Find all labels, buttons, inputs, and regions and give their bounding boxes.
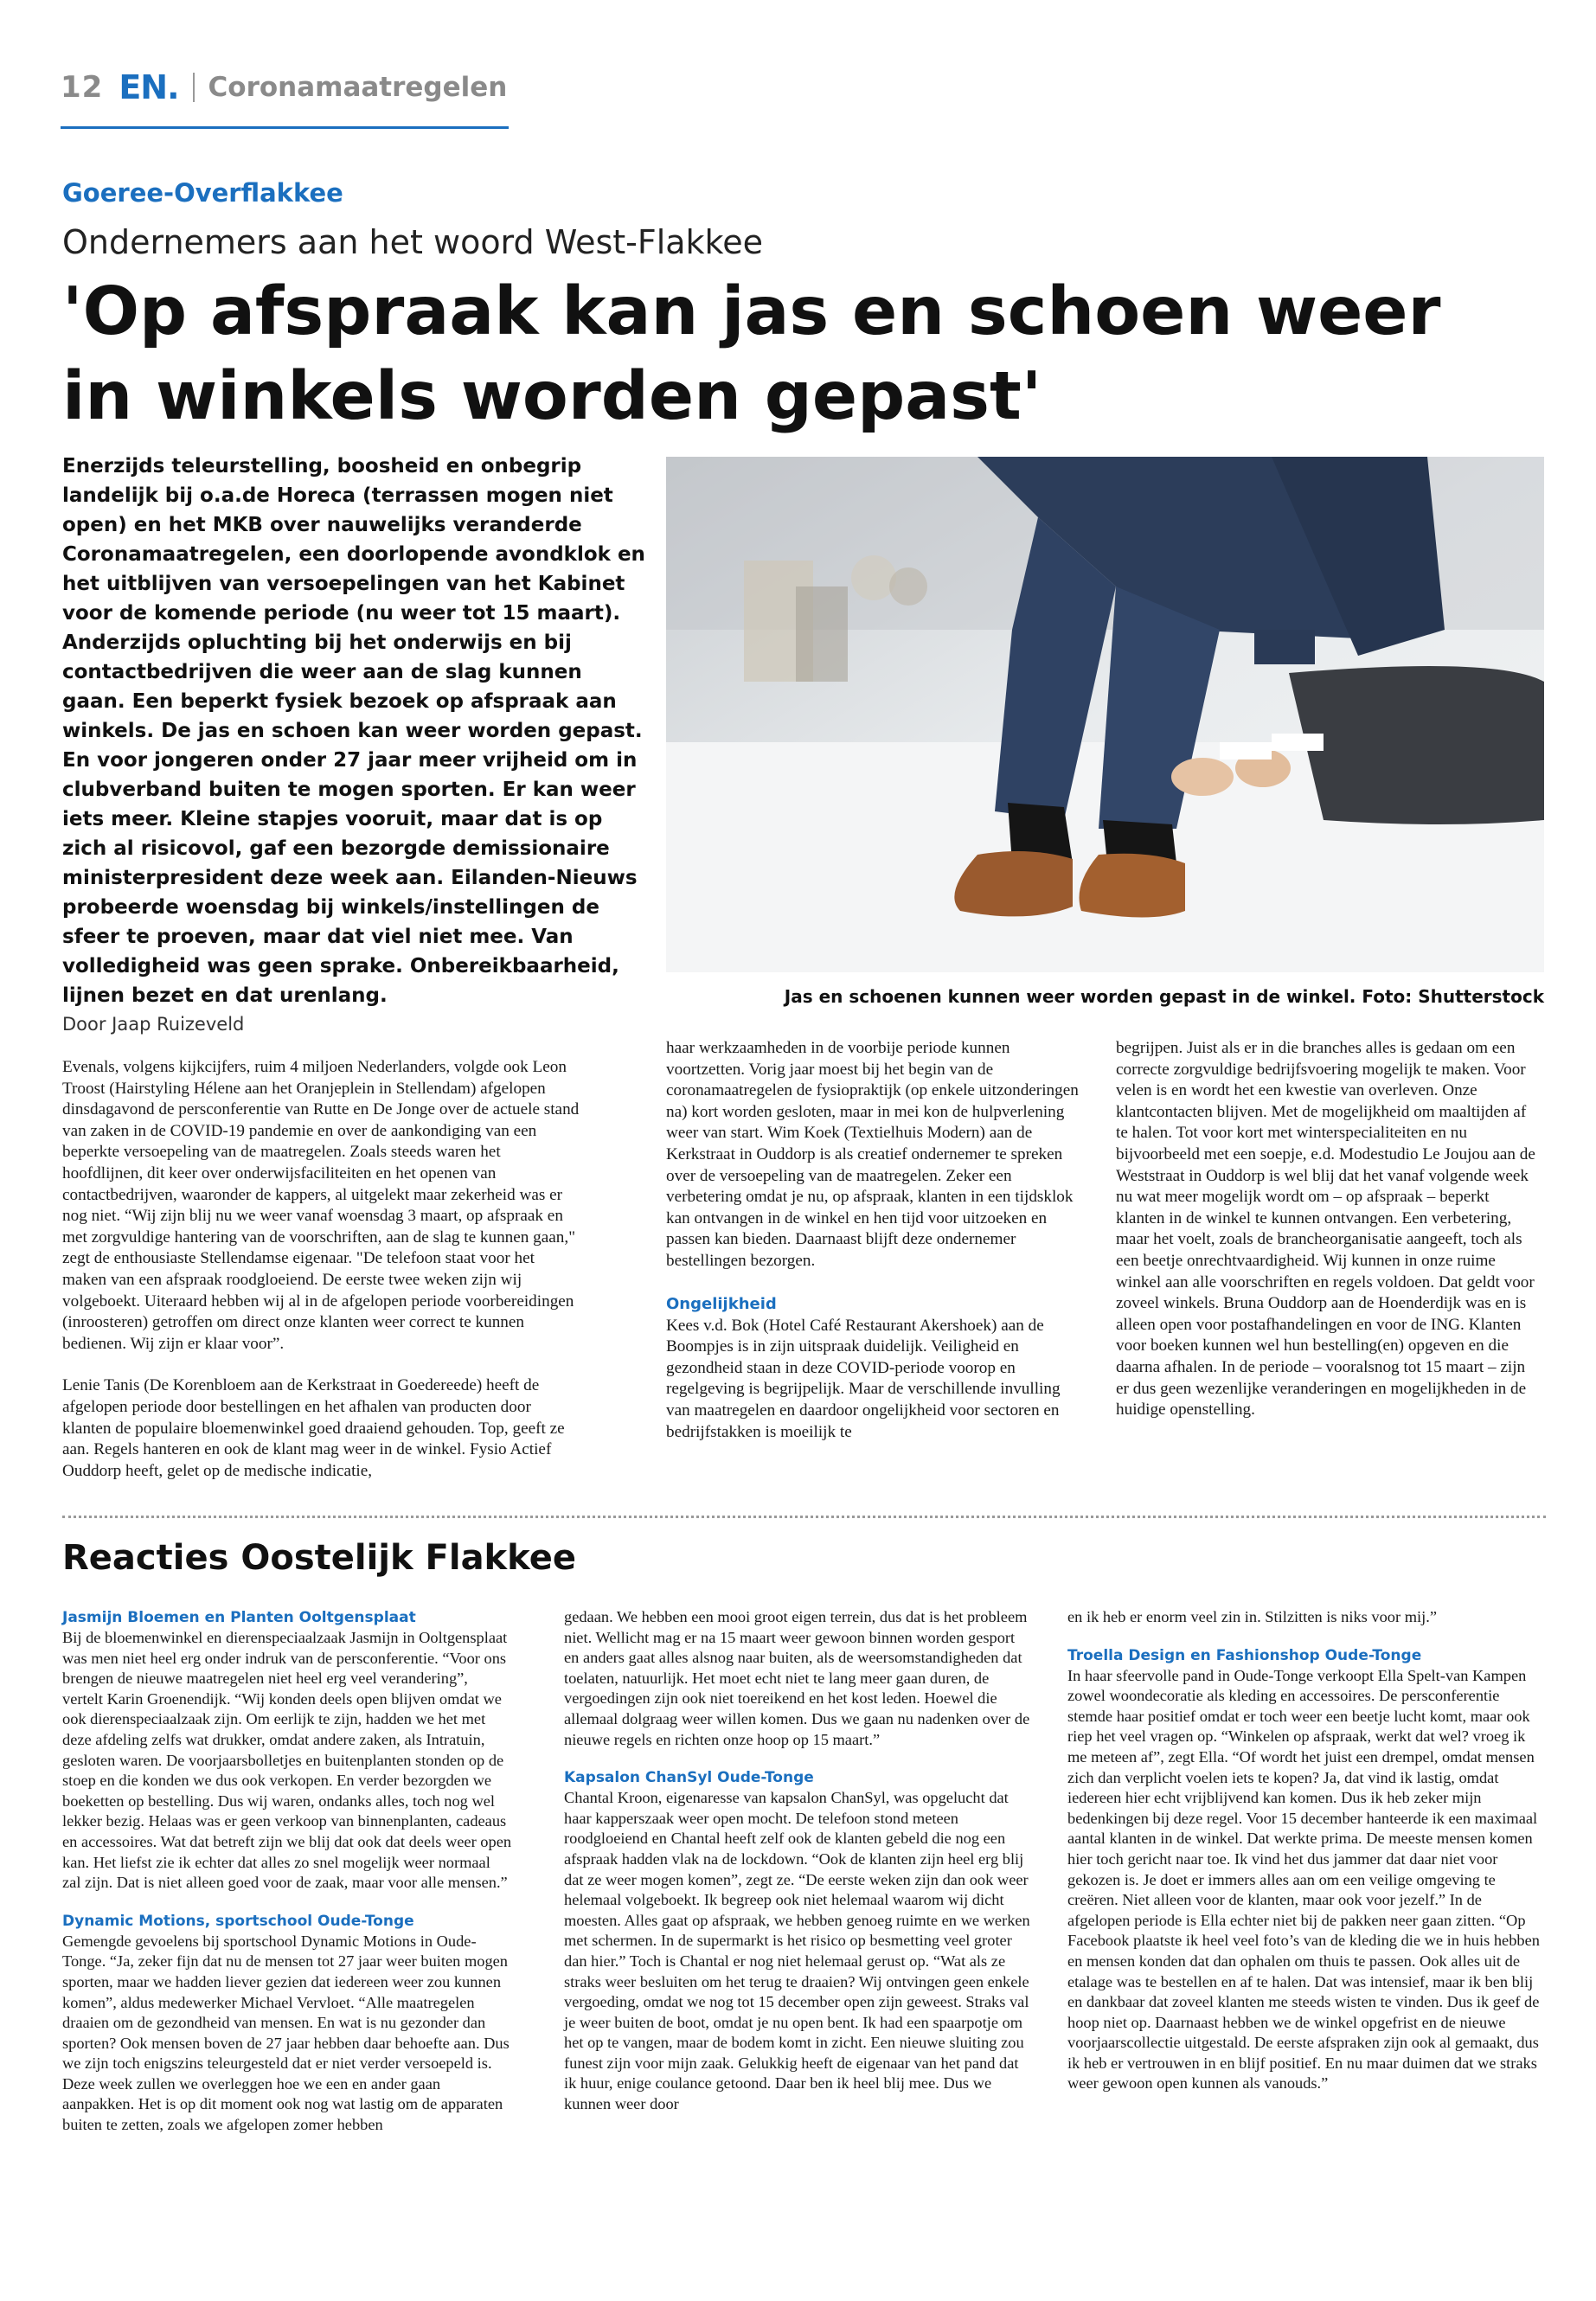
paragraph: Lenie Tanis (De Korenbloem aan de Kerkstraat in Goedereede) heeft de afgelopen periode door bestellingen en het afhalen van producten door klanten de populaire bloemenwinkel goed draaiend gehouden. Top, geeft ze aan. Regels hanteren en ook de klant mag weer in de winkel. Fysio Actief Ouddorp heeft, gelet op de medische indicatie, — [62, 1376, 565, 1480]
page-number: 12 — [61, 70, 104, 105]
article-column-1 — [62, 1057, 581, 1503]
article-photo — [666, 457, 1544, 972]
paragraph: Gemengde gevoelens bij sportschool Dynamic Motions in Oude-Tonge. “Ja, zeker fijn dat nu de mensen tot 27 jaar weer buiten mogen sporten, maar we hadden liever gezien dat iedereen weer zou kunnen komen”, aldus medewerker Michael Vervloet. “Alle maatregelen draaien om de gezondheid van mensen. En wat is nu gezonder dan sporten? Ook mensen boven de 27 jaar hebben daar behoefte aan. Dus we zijn toch enigszins teleurgesteld dat er niet verder versoepeld is. Deze week zullen we overleggen hoe we een en ander gaan aanpakken. Het is op dit moment ook nog wat lastig om de apparaten buiten te zetten, zoals we afgelopen zomer hebben — [62, 1932, 510, 2134]
article-kicker: Ondernemers aan het woord West-Flakkee — [62, 223, 763, 261]
paragraph: haar werkzaamheden in de voorbije periode kunnen voortzetten. Vorig jaar moest bij het begin van de coronamaatregelen de fysiopraktijk (op enkele uitzonderingen na) kort worden gesloten, maar in mei kon de hulpverlening weer van start. Wim Koek (Textielhuis Modern) aan de Kerkstraat in Ouddorp is als creatief ondernemer te spreken over de versoepeling van de maatregelen. Zeker een verbetering omdat je nu, op afspraak, klanten in een tijdsklok kan ontvangen in de winkel en hen tijd voor uitzoeken en passen kan bieden. Daarnaast blijft deze ondernemer bestellingen bezorgen. — [666, 1039, 1079, 1270]
reactions-column-3 — [1067, 1607, 1543, 2112]
reactions-column-2 — [564, 1607, 1031, 2132]
paragraph: Bij de bloemenwinkel en dierenspeciaalzaak Jasmijn in Ooltgensplaat was men niet heel erg onder indruk van de persconferentie. “Voor ons brengen de nieuwe maatregelen niet heel erg veel verandering”, vertelt Karin Groenendijk. “Wij konden deels open blijven omdat we ook dierenspeciaalzaak zijn. Om eerlijk te zijn, hadden we het met deze afdeling zelfs wat drukker, omdat andere zaken, als Intratuin, gesloten waren. De voorjaarsbolletjes en buitenplanten stonden op de stoep en die konden we dus ook verkopen. En verder bezorgden we boeketten op bestelling. Dus wij waren, ondanks alles, toch nog wel lekker bezig. Helaas was er geen verkoop van binnenplanten, cadeaus en accessoires. Wat dat betreft zijn we blij dat ook dat deels weer open kan. Het liefst zie ik echter dat alles zo snel mogelijk weer normaal zal zijn. Dat is niet alleen goed voor de zaak, maar voor alle mensen.” — [62, 1629, 512, 1892]
paragraph: begrijpen. Juist als er in die branches alles is gedaan om een correcte zorgvuldige bedrijfsvoering mogelijk te maken. Voor velen is en wordt het een kwestie van overleven. Onze klantcontacten blijven. Met de mogelijkheid om maaltijden af te halen. Tot voor kort met winterspecialiteiten en nu bijvoorbeeld met een soepje, e.d. Modestudio Le Joujou aan de Weststraat in Ouddorp is wel blij dat het vanaf volgende week nu wat meer mogelijk wordt om – op afspraak – beperkt klanten in de winkel te kunnen ontvangen. Een verbetering, maar het voelt, zoals de brancheorganisatie aangeeft, toch als een beetje onrechtvaardigheid. Wij kunnen in onze ruime winkel aan alle voorschriften en regels voldoen. Dat geldt voor zoveel winkels. Bruna Ouddorp aan de Hoenderdijk was en is alleen open voor postafhandelingen en voor de ING. Klanten voor boeken kunnen wel hun bestelling(en) opgeven en die daarna afhalen. In de periode – vooralsnog tot 15 maart – zijn er dus geen wezenlijke veranderingen en mogelijkheden in de huidige openstelling. — [1116, 1039, 1535, 1420]
region-label: Goeree-Overflakkee — [62, 178, 343, 208]
byline: Door Jaap Ruizeveld — [62, 1014, 245, 1035]
article-lead: Enerzijds teleurstelling, boosheid en onbegrip landelijk bij o.a.de Horeca (terrassen mogen niet open) en het MKB over nauwelijks veranderde Coronamaatregelen, een doorlopende avondklok en het uitblijven van versoepelingen van het Kabinet voor de komende periode (nu weer tot 15 maart). Anderzijds opluchting bij het onderwijs en bij contactbedrijven die weer aan de slag kunnen gaan. Een beperkt fysiek bezoek op afspraak aan winkels. De jas en schoen kan weer worden gepast. En voor jongeren onder 27 jaar meer vrijheid om in clubverband buiten te mogen sporten. Er kan weer iets meer. Kleine stapjes vooruit, maar dat is op zich al risicovol, gaf een bezorgde demissionaire ministerpresident deze week aan. Eilanden-Nieuws probeerde woensdag bij winkels/instellingen de sfeer te proeven, maar dat viel niet mee. Van volledigheid was geen sprake. Onbereikbaarheid, lijnen bezet en dat urenlang. — [62, 455, 645, 1007]
article-column-2 — [666, 1038, 1088, 1464]
paragraph: Kees v.d. Bok (Hotel Café Restaurant Akershoek) aan de Boompjes is in zijn uitspraak duidelijk. Veiligheid en gezondheid staan in deze COVID-periode voorop en regelgeving is begrijpelijk. Maar de verschillende invulling van maatregelen en daardoor ongelijkheid voor sectoren en bedrijfstakken is moeilijk te — [666, 1316, 1061, 1441]
subheading-jasmijn: Jasmijn Bloemen en Planten Ooltgensplaat — [62, 1609, 416, 1626]
subheading-ongelijkheid: Ongelijkheid — [666, 1294, 777, 1313]
header-rule — [61, 126, 509, 129]
paragraph: Chantal Kroon, eigenaresse van kapsalon ChanSyl, was opgelucht dat haar kapperszaak weer open mocht. De telefoon stond meteen roodgloeiend en Chantal heeft zelf ook de klanten gebeld die nog een afspraak hadden vlak na de lockdown. “Ook de klanten zijn heel erg blij dat ze weer mogen komen”, zegt ze. “De eerste weken zijn dan ook weer helemaal volgeboekt. Ik begreep ook niet helemaal waarom wij dicht moesten. Alles gaat op afspraak, we hebben genoeg ruimte en we werken met schermen. In de supermarkt is het risico op besmetting veel groter dan hier.” Toch is Chantal er nog niet helemaal gerust op. “Wat als ze straks weer besluiten om het terug te draaien? Wij ontvingen geen enkele vergoeding, omdat we nog tot 15 december open zijn geweest. Straks val je weer buiten de boot, omdat je nu open bent. Ik had een spaarpotje om het op te vangen, maar de bodem komt in zicht. Een nieuwe sluiting zou funest zijn voor mijn zaak. Gelukkig heeft de eigenaar van het pand dat ik huur, enige coulance getoond. Daar ben ik heel blij mee. Dus we kunnen weer door — [564, 1789, 1030, 2113]
paragraph: In haar sfeervolle pand in Oude-Tonge verkoopt Ella Spelt-van Kampen zowel woondecoratie als kleding en accessoires. De persconferentie stemde haar positief omdat er toch weer een beetje lucht komt, maar ook riep het veel vragen op. “Winkelen op afspraak, werkt dat wel? vroeg ik me meteen af”, zegt Ella. “Of wordt het juist een drempel, omdat mensen zich dan verplicht voelen iets te kopen? Ja, dat vind ik lastig, omdat iedereen hier echt vrijblijvend kan komen. Dus ik heb zeker mijn bedenkingen bij deze regel. Voor 15 december hanteerde ik een maximaal aantal klanten in de winkel. Dat werkte prima. De meeste mensen komen hier toch gericht naar toe. Ik vind het dus jammer dat daar niet voor gekozen is. Je doet er immers alles aan om een veilige omgeving te creëren. Niet alleen voor de klanten, maar ook voor jezelf.” In de afgelopen periode is Ella echter niet bij de pakken neer gaan zitten. “Op Facebook plaatste ik heel veel foto’s van de kleding die we in huis hebben en mensen konden dat dan ophalen om thuis te passen. Ook alles uit de etalage was te bestellen en af te halen. Dat was intensief, maar ik ben blij en dankbaar dat zoveel klanten me steeds wisten te vinden. Dus ik geef de hoop niet op. Daarnaast hebben we de winkel opgefrist en de nieuwe voorjaarscollectie uitgestald. De eerste afspraken zijn ook al gemaakt, dus ik heb er vertrouwen in en blijf positief. En nu maar duimen dat we straks weer gewoon open kunnen als vanouds.” — [1067, 1666, 1540, 2093]
header-divider — [193, 73, 195, 102]
section-title: Coronamaatregelen — [208, 72, 508, 103]
article-column-3 — [1116, 1038, 1540, 1442]
article-headline: 'Op afspraak kan jas en schoen weer in winkels worden gepast' — [62, 273, 1441, 435]
paragraph: en ik heb er enorm veel zin in. Stilzitten is niks voor mij.” — [1067, 1608, 1437, 1625]
section-divider — [62, 1516, 1546, 1518]
brand-logo: EN. — [119, 68, 179, 106]
page-header — [61, 66, 507, 109]
reactions-column-1 — [62, 1607, 512, 2153]
photo-caption: Jas en schoenen kunnen weer worden gepast in de winkel. Foto: Shutterstock — [784, 986, 1544, 1007]
subheading-troella: Troella Design en Fashionshop Oude-Tonge — [1067, 1646, 1422, 1664]
subheading-chansyl: Kapsalon ChanSyl Oude-Tonge — [564, 1769, 814, 1787]
paragraph: Evenals, volgens kijkcijfers, ruim 4 miljoen Nederlanders, volgde ook Leon Troost (Hairstyling Hélene aan het Oranjeplein in Stellendam) afgelopen dinsdagavond de persconferentie van Rutte en De Jonge over de actuele stand van zaken in de COVID-19 pandemie en over de aankondiging van een beperkte versoepeling van de maatregelen. Zoals steeds waren het hoofdlijnen, dit keer over onderwijsfaciliteiten en het openen van contactbedrijven, waaronder de kappers, al uitgelekt maar zekerheid was er nog niet. “Wij zijn blij nu we weer vanaf woensdag 3 maart, op afspraak en met zorgvuldige hantering van de voorschriften, aan de slag te kunnen gaan," zegt de enthousiaste Stellendamse eigenaar. "De telefoon staat voor het maken van een afspraak roodgloeiend. De eerste twee weken zijn wij volgeboekt. Uiteraard hebben wij al in de afgelopen periode voorbereidingen (inroosteren) getroffen om direct onze klanten weer correct te kunnen bedienen. Wij zijn er klaar voor”. — [62, 1058, 580, 1353]
paragraph: gedaan. We hebben een mooi groot eigen terrein, dus dat is het probleem niet. Wellicht mag er na 15 maart weer gewoon binnen worden gesport en anders gaat alles alsnog naar buiten, als de weersomstandigheden dat toelaten, natuurlijk. Het moet echt niet te lang meer gaan duren, de vergoedingen zijn ook niet toereikend en het kost leden. Hoewel die allemaal dolgraag weer willen komen. Dus we gaan nu nadenken over de nieuwe regels en richten onze hoop op 15 maart.” — [564, 1608, 1030, 1748]
reactions-title: Reacties Oostelijk Flakkee — [62, 1538, 576, 1578]
subheading-dynamic-motions: Dynamic Motions, sportschool Oude-Tonge — [62, 1912, 414, 1930]
